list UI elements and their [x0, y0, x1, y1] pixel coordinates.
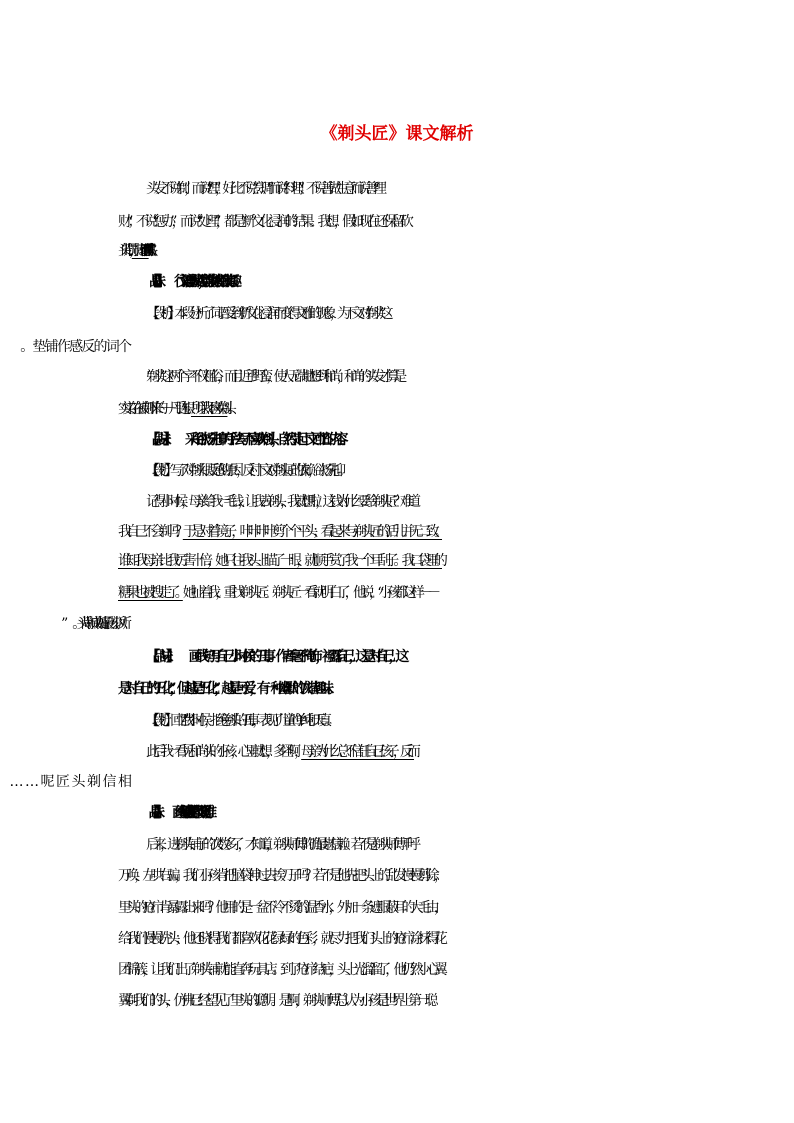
pinwei-text: 画线句写自己小时候的丑事。作者毫不掩饰，袒露自己，这是对自己，这	[188, 649, 403, 665]
text-segment: 头的刑罚，	[118, 243, 132, 259]
underlined-text: 我口袋里的	[401, 553, 442, 569]
pinwei-label: 【品味】	[146, 432, 169, 448]
body-line: 记得小时候，母亲给我一毛钱，让我去剃头，我就想啦，这钱为什么要给剃头匠？难道	[146, 494, 414, 510]
body-line: “剃头”这两个字不仅粗俗，而且近乎野蛮，使人无端地想到和尚，和尚的头发才算是	[146, 369, 401, 385]
body-line	[0, 521, 794, 543]
underlined-text: 谁知我母亲比我厉害十倍，她只往我头上瞄了一眼，就顺手赏了我一个耳刮子。	[118, 553, 402, 569]
underlined-text: 于是对着镜子，咔咔咔咔剪个个平头；看起来与剃头匠的活儿并无二致。	[182, 524, 443, 540]
duanxi-line	[0, 336, 794, 358]
pinwei-label: 【品味】	[146, 274, 158, 290]
text-segment: 。	[227, 401, 233, 417]
underlined-text: 一定不叫“斩首”而称“理头”罢。	[131, 243, 149, 259]
body-line: 团锦簇，让我们出了剃头铺就能直奔玩具店。到了疮疖结疤，头上光溜溜了，他仍然小心翼	[118, 962, 442, 978]
underlined-text: 所以我不喜欢剃头	[190, 401, 228, 417]
duanxi-line: 【段析】回忆“我”小时候，拒绝剃头的丑事，表现了儿童的单纯和天真。	[146, 713, 331, 729]
pinwei-text: 画线句反映了“我”孩提时代的天真幼稚。	[172, 805, 209, 821]
body-line	[0, 582, 794, 604]
duanxi-line: 【段析】本段分析了词语受到“新”文化浸润而变得文雅的现象，为下文对“剃头”这	[146, 306, 387, 322]
pinwei-label: 【品味】	[146, 649, 173, 665]
body-line: 后来，进剃头铺子的次数多了，才知道，剃头师傅的确最堪信赖。若不是剃头师傅千呼	[146, 837, 414, 853]
pinwei-line	[0, 429, 794, 451]
body-line	[0, 613, 794, 635]
text-segment: 我自己不会剃吗？	[118, 524, 183, 540]
body-line: 里头的疮疖肯暴露出来吗？他用的是一盆不冷不烫的温香水，外加一条遮眼蔽耳的大毛由，	[118, 900, 442, 916]
text-segment: 此后我一看见和尚头的小孩，心里就想，多怪啊，	[146, 744, 302, 760]
duanxi-line: 【段析】写了对剃头很反感的原因，反衬下文对剃头匠的依赖，欲扬先抑。	[146, 463, 344, 479]
underlined-text: 糖果也被搜走了。	[118, 585, 183, 601]
pinwei-label: 【品味】	[146, 805, 157, 821]
body-line: 给我们慢慢洗头；他还晓得我们都喜欢花花绿绿的色彩，就尽力把我们头上的疮疖涂抹得花	[118, 931, 442, 947]
pinwei-line	[0, 271, 794, 293]
pinwei-line	[0, 802, 794, 824]
body-line	[0, 550, 794, 572]
text-segment: 她扯着我，重找剃头匠。剃头匠一看就明白了，他说，“小孩都这样－－	[182, 585, 436, 601]
pinwei-line: 是对自己的“丑化”，但越是“丑化”，越是可爱，有一种幽默的诙谐趣味。	[118, 681, 335, 697]
body-line: 翼 剃我们的头，仿佛已经望见了里头的聪明。是啊，剃头师傅总认为小孩是世界上第一聪	[118, 993, 433, 1009]
body-line	[0, 398, 794, 420]
body-line: 万唤，左哄右骗，我们小孩肯把脑袋伸过去挨刀子吗？若不是他先把头上的乱发慢慢剪除，	[118, 868, 442, 884]
page-title: 《剃头匠》课文解析	[320, 124, 474, 144]
pinwei-text: 采用欲扬先抑的手法写不喜欢剃头，自然引起下文回忆的内容。	[185, 432, 346, 448]
text-segment: 实实在在被剃下来的－－几乎连根。	[118, 401, 191, 417]
body-line	[0, 240, 794, 262]
body-line	[0, 771, 794, 793]
pinwei-text: 行文语言幽默风趣，能激发读者阅读的兴趣。	[174, 274, 234, 290]
body-line: 头发不说“剃”，而说“理”，好比不说“烹调”而说“料理”；不说善做生意而说善“理	[146, 181, 381, 197]
pinwei-line	[0, 646, 794, 668]
underlined-text: 母亲为什么总不信任自己孩子，反而	[301, 744, 415, 760]
body-line: 财”；不说“惩办”，而说“处理”，都是“新”文化浸润的结果。我想，假如现在还保留砍	[118, 214, 409, 230]
body-line	[0, 741, 794, 763]
